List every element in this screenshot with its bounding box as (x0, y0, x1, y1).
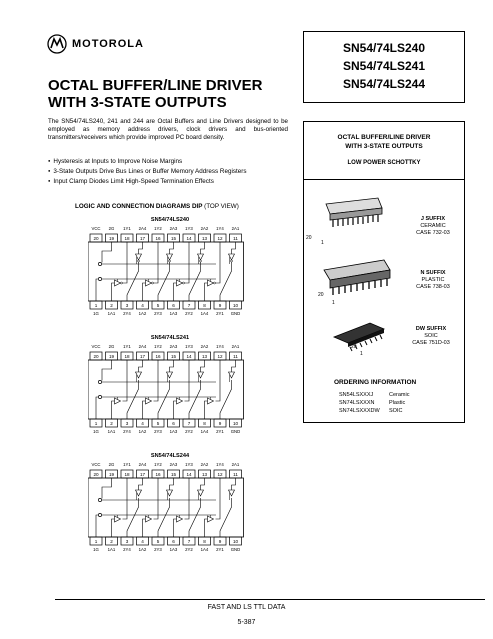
pin-number: 12 (217, 472, 223, 477)
pin-name-label: 2A3 (169, 226, 178, 231)
enable-bubble (98, 513, 101, 516)
pin-number: 19 (108, 354, 115, 359)
package-material: SOIC (424, 333, 438, 339)
signal-line (123, 478, 128, 519)
diagrams-title (75, 203, 239, 210)
signal-line (185, 360, 190, 401)
pin-name-label: 2G (108, 462, 115, 467)
diagrams-view-text: (TOP VIEW) (204, 203, 239, 210)
ordering-pkg: Plastic (389, 400, 406, 406)
signal-line (112, 401, 115, 419)
signal-line (216, 242, 221, 283)
pin-number: 20 (93, 236, 99, 241)
pin-number: 14 (186, 354, 192, 359)
package-case: CASE 732-03 (416, 230, 450, 236)
part-number-box (303, 31, 465, 103)
pin-number: 1 (94, 421, 98, 426)
pin-number: 13 (201, 472, 208, 477)
dip-diagram (88, 333, 253, 445)
signal-line (123, 242, 128, 283)
package-case: CASE 738-03 (416, 284, 450, 290)
plastic-dip-chip-icon (318, 254, 398, 299)
pin-name-label: 1Y4 (216, 462, 224, 467)
pin-name-label: 2A2 (200, 344, 209, 349)
pin-name-label: 1A1 (107, 429, 116, 434)
pin-number: 5 (156, 303, 160, 308)
signal-line (158, 262, 170, 301)
pin-name-label: 1G (93, 429, 99, 434)
pin-label: 20 (306, 235, 312, 241)
pin-name-label: 1Y4 (216, 226, 224, 231)
enable-line (96, 279, 98, 301)
pin-number: 1 (94, 539, 98, 544)
signal-line (112, 519, 115, 537)
page-title-line2: WITH 3-STATE OUTPUTS (48, 94, 227, 111)
signal-line (158, 498, 170, 537)
pin-label: 1 (360, 351, 363, 357)
pin-number: 7 (187, 421, 191, 426)
enable-line (96, 397, 98, 419)
signal-line (112, 283, 115, 301)
pin-number: 6 (172, 303, 175, 308)
pin-name-label: 2Y3 (154, 429, 162, 434)
pin-number: 3 (125, 539, 129, 544)
pin-number: 3 (125, 303, 129, 308)
pin-name-label: 1Y3 (185, 344, 193, 349)
signal-line (123, 360, 128, 401)
signal-line (127, 380, 139, 419)
pin-number: 6 (172, 539, 175, 544)
pin-name-label: 1A2 (138, 311, 147, 316)
pin-name-label: 1Y2 (154, 226, 162, 231)
signal-line (201, 242, 205, 254)
pin-name-label: 2A4 (138, 226, 147, 231)
signal-line (154, 242, 159, 283)
divider (304, 179, 464, 180)
pin-name-label: 2A2 (200, 226, 209, 231)
pin-name-label: 1A3 (169, 311, 178, 316)
enable-bubble (98, 277, 101, 280)
dip-diagram (88, 451, 253, 563)
pin-name-label: 2Y4 (123, 311, 131, 316)
pin-name-label: 1G (93, 547, 99, 552)
signal-line (143, 283, 146, 301)
pin-number: 18 (124, 354, 130, 359)
pin-name-label: 2Y1 (216, 547, 224, 552)
signal-line (205, 401, 208, 419)
enable-bubble (98, 380, 101, 383)
pin-number: 12 (217, 236, 223, 241)
pin-label: 1 (332, 300, 335, 306)
pin-label: 20 (318, 292, 324, 298)
pin-name-label: 2A1 (231, 344, 240, 349)
feature-list (48, 157, 293, 187)
feature-item: ● Hysteresis at Inputs to Improve Noise Margins (48, 157, 293, 167)
pin-name-label: 1Y1 (123, 344, 131, 349)
signal-line (185, 478, 190, 519)
logic-diagram-244 (88, 451, 253, 563)
ordering-row (339, 408, 402, 414)
pin-name-label: 1Y4 (216, 344, 224, 349)
pin-name-label: GND (230, 311, 241, 316)
pin-name-label: 1Y3 (185, 226, 193, 231)
ordering-pkg: SOIC (389, 408, 403, 414)
pin-name-label: 2Y1 (216, 311, 224, 316)
pin-number: 11 (233, 236, 238, 241)
pin-name-label: 2Y3 (154, 547, 162, 552)
pin-name-label: 1Y1 (123, 226, 131, 231)
pin-number: 17 (139, 472, 146, 477)
enable-line (102, 478, 112, 498)
pin-name-label: 2A3 (169, 344, 178, 349)
enable-bubble (98, 498, 101, 501)
pin-number: 19 (108, 236, 115, 241)
footer-title: FAST AND LS TTL DATA (207, 604, 286, 611)
pin-name-label: 2Y4 (123, 429, 131, 434)
soic-chip-icon (330, 319, 390, 355)
pin-name-label: 2A1 (231, 462, 240, 467)
pin-number: 2 (110, 303, 113, 308)
ordering-part: SN74LSXXXN (339, 400, 375, 406)
signal-line (143, 519, 146, 537)
pin-number: 14 (186, 472, 192, 477)
enable-bubble (98, 395, 101, 398)
inversion-bubble (169, 260, 171, 262)
signal-line (154, 478, 159, 519)
pin-number: 12 (217, 354, 223, 359)
signal-line (174, 401, 177, 419)
part-number: SN54/74LS240 (342, 41, 426, 55)
side-subtitle: LOW POWER SCHOTTKY (347, 160, 421, 166)
pin-name-label: 2G (108, 344, 115, 349)
feature-item: ● Input Clamp Diodes Limit High-Speed Termination Effects (48, 177, 293, 187)
brand-name: MOTOROLA (72, 38, 144, 50)
pin-number: 10 (232, 539, 239, 544)
pin-name-label: 1A4 (200, 429, 209, 434)
pin-number: 7 (187, 539, 191, 544)
pin-name-label: 1A1 (107, 547, 116, 552)
signal-line (154, 360, 159, 401)
pin-name-label: 1G (93, 311, 99, 316)
signal-line (139, 478, 143, 490)
diagrams-title-text: LOGIC AND CONNECTION DIAGRAMS DIP (75, 203, 203, 210)
pin-number: 16 (155, 472, 161, 477)
diagram-label: SN54/74LS240 (150, 217, 190, 223)
signal-line (127, 262, 139, 301)
part-number: SN54/74LS241 (342, 59, 426, 73)
inversion-bubble (138, 260, 140, 262)
signal-line (205, 519, 208, 537)
pin-name-label: 2Y3 (154, 311, 162, 316)
footer-rule (55, 599, 485, 600)
pin-name-label: 1A4 (200, 311, 209, 316)
pin-number: 15 (170, 236, 177, 241)
signal-line (174, 519, 177, 537)
pin-name-label: 2Y1 (216, 429, 224, 434)
pin-number: 4 (141, 421, 144, 426)
pin-number: 16 (155, 236, 161, 241)
pin-number: 5 (156, 539, 160, 544)
pin-number: 20 (93, 472, 99, 477)
signal-line (139, 360, 143, 372)
pin-name-label: 2A4 (138, 344, 147, 349)
inversion-bubble (152, 282, 154, 284)
pin-name-label: VCC (91, 462, 101, 467)
pin-name-label: 2G (108, 226, 115, 231)
signal-line (189, 380, 201, 419)
signal-line (201, 360, 205, 372)
ordering-row (339, 392, 409, 398)
pin-number: 16 (155, 354, 161, 359)
inversion-bubble (200, 260, 202, 262)
logic-diagram-240 (88, 215, 253, 327)
package-material: PLASTIC (421, 277, 445, 283)
signal-line (170, 360, 174, 372)
pin-label: 1 (321, 240, 324, 246)
ordering-part: SN54LSXXXJ (339, 392, 374, 398)
pin-number: 10 (232, 421, 239, 426)
pin-name-label: 2Y2 (185, 547, 193, 552)
pin-number: 9 (218, 539, 222, 544)
pin-name-label: 1A3 (169, 429, 178, 434)
signal-line (189, 262, 201, 301)
side-title-line2: WITH 3-STATE OUTPUTS (345, 143, 423, 150)
pin-number: 11 (233, 472, 238, 477)
signal-line (139, 242, 143, 254)
pin-number: 19 (108, 472, 115, 477)
signal-line (205, 283, 208, 301)
pin-name-label: 1A1 (107, 311, 116, 316)
description: The SN54/74LS240, 241 and 244 are Octal Buffers and Line Drivers designed to be employed as memory address drivers, clock drivers and bus-oriented transmitters/receivers which provide improved PC board density. (48, 118, 288, 142)
pin-number: 8 (203, 421, 206, 426)
package-info-box (303, 121, 465, 423)
package-suffix: J SUFFIX (420, 216, 446, 222)
pin-number: 2 (110, 421, 113, 426)
pin-number: 18 (124, 236, 130, 241)
signal-line (158, 380, 170, 419)
pin-name-label: 2A4 (138, 462, 147, 467)
pin-name-label: 1A2 (138, 547, 147, 552)
pin-number: 8 (203, 539, 206, 544)
pin-name-label: 1Y3 (185, 462, 193, 467)
dip-diagram (88, 215, 253, 327)
signal-line (201, 478, 205, 490)
pin-name-label: 1Y2 (154, 344, 162, 349)
pin-number: 20 (93, 354, 99, 359)
pin-number: 1 (94, 303, 98, 308)
ordering-row (339, 400, 405, 406)
pin-name-label: 2A3 (169, 462, 178, 467)
pin-number: 9 (218, 421, 222, 426)
ordering-title: ORDERING INFORMATION (334, 379, 417, 386)
pin-number: 3 (125, 421, 129, 426)
pin-number: 15 (170, 472, 177, 477)
ceramic-dip-chip-icon (318, 194, 388, 234)
page-number: 5-387 (237, 619, 256, 626)
enable-line (96, 515, 98, 537)
signal-line (143, 401, 146, 419)
signal-line (220, 498, 232, 537)
enable-bubble (98, 262, 101, 265)
package-material: CERAMIC (420, 223, 446, 229)
signal-line (174, 283, 177, 301)
pin-number: 15 (170, 354, 177, 359)
pin-name-label: 1Y2 (154, 462, 162, 467)
pin-number: 10 (232, 303, 239, 308)
inversion-bubble (183, 282, 185, 284)
pin-number: 2 (110, 539, 113, 544)
pin-number: 13 (201, 236, 208, 241)
diagram-label: SN54/74LS244 (150, 453, 190, 459)
pin-number: 18 (124, 472, 130, 477)
package-dw (402, 326, 460, 347)
pin-name-label: VCC (91, 226, 101, 231)
page-title-line1: OCTAL BUFFER/LINE DRIVER (48, 77, 263, 94)
package-j (406, 216, 460, 237)
pin-label: 20 (351, 344, 357, 350)
pin-number: 4 (141, 539, 144, 544)
logic-diagram-241 (88, 333, 253, 445)
pin-number: 4 (141, 303, 144, 308)
pin-name-label: VCC (91, 344, 101, 349)
pin-name-label: 1A3 (169, 547, 178, 552)
signal-line (170, 242, 174, 254)
pin-number: 17 (139, 354, 146, 359)
signal-line (232, 478, 236, 490)
pin-number: 11 (233, 354, 238, 359)
signal-line (220, 262, 232, 301)
diagram-label: SN54/74LS241 (150, 335, 190, 341)
pin-number: 7 (187, 303, 191, 308)
pin-name-label: 1A2 (138, 429, 147, 434)
package-n (406, 270, 460, 291)
pin-name-label: 2Y4 (123, 547, 131, 552)
signal-line (216, 478, 221, 519)
pin-name-label: 2A2 (200, 462, 209, 467)
pin-name-label: 2Y2 (185, 429, 193, 434)
signal-line (232, 242, 236, 254)
ordering-part: SN74LSXXXDW (339, 408, 380, 414)
signal-line (232, 360, 236, 372)
pin-number: 8 (203, 303, 206, 308)
motorola-logo-icon (47, 34, 67, 54)
package-case: CASE 751D-03 (412, 340, 450, 346)
pin-number: 17 (139, 236, 146, 241)
enable-line (102, 242, 112, 262)
pin-number: 5 (156, 421, 160, 426)
pin-name-label: 1Y1 (123, 462, 131, 467)
pin-name-label: 2Y2 (185, 311, 193, 316)
signal-line (170, 478, 174, 490)
pin-number: 6 (172, 421, 175, 426)
ordering-pkg: Ceramic (389, 392, 410, 398)
signal-line (216, 360, 221, 401)
inversion-bubble (231, 260, 233, 262)
pin-name-label: GND (230, 429, 241, 434)
enable-line (102, 360, 112, 380)
signal-line (220, 380, 232, 419)
inversion-bubble (214, 282, 216, 284)
pin-number: 14 (186, 236, 192, 241)
pin-name-label: 2A1 (231, 226, 240, 231)
pin-name-label: 1A4 (200, 547, 209, 552)
signal-line (185, 242, 190, 283)
inversion-bubble (121, 282, 123, 284)
pin-name-label: GND (230, 547, 241, 552)
feature-item: ● 3-State Outputs Drive Bus Lines or Buffer Memory Address Registers (48, 167, 293, 177)
package-suffix: N SUFFIX (420, 270, 446, 276)
part-number: SN54/74LS244 (342, 77, 426, 91)
pin-number: 13 (201, 354, 208, 359)
side-title-line1: OCTAL BUFFER/LINE DRIVER (337, 134, 431, 141)
signal-line (189, 498, 201, 537)
signal-line (127, 498, 139, 537)
package-suffix: DW SUFFIX (415, 326, 447, 332)
pin-number: 9 (218, 303, 222, 308)
